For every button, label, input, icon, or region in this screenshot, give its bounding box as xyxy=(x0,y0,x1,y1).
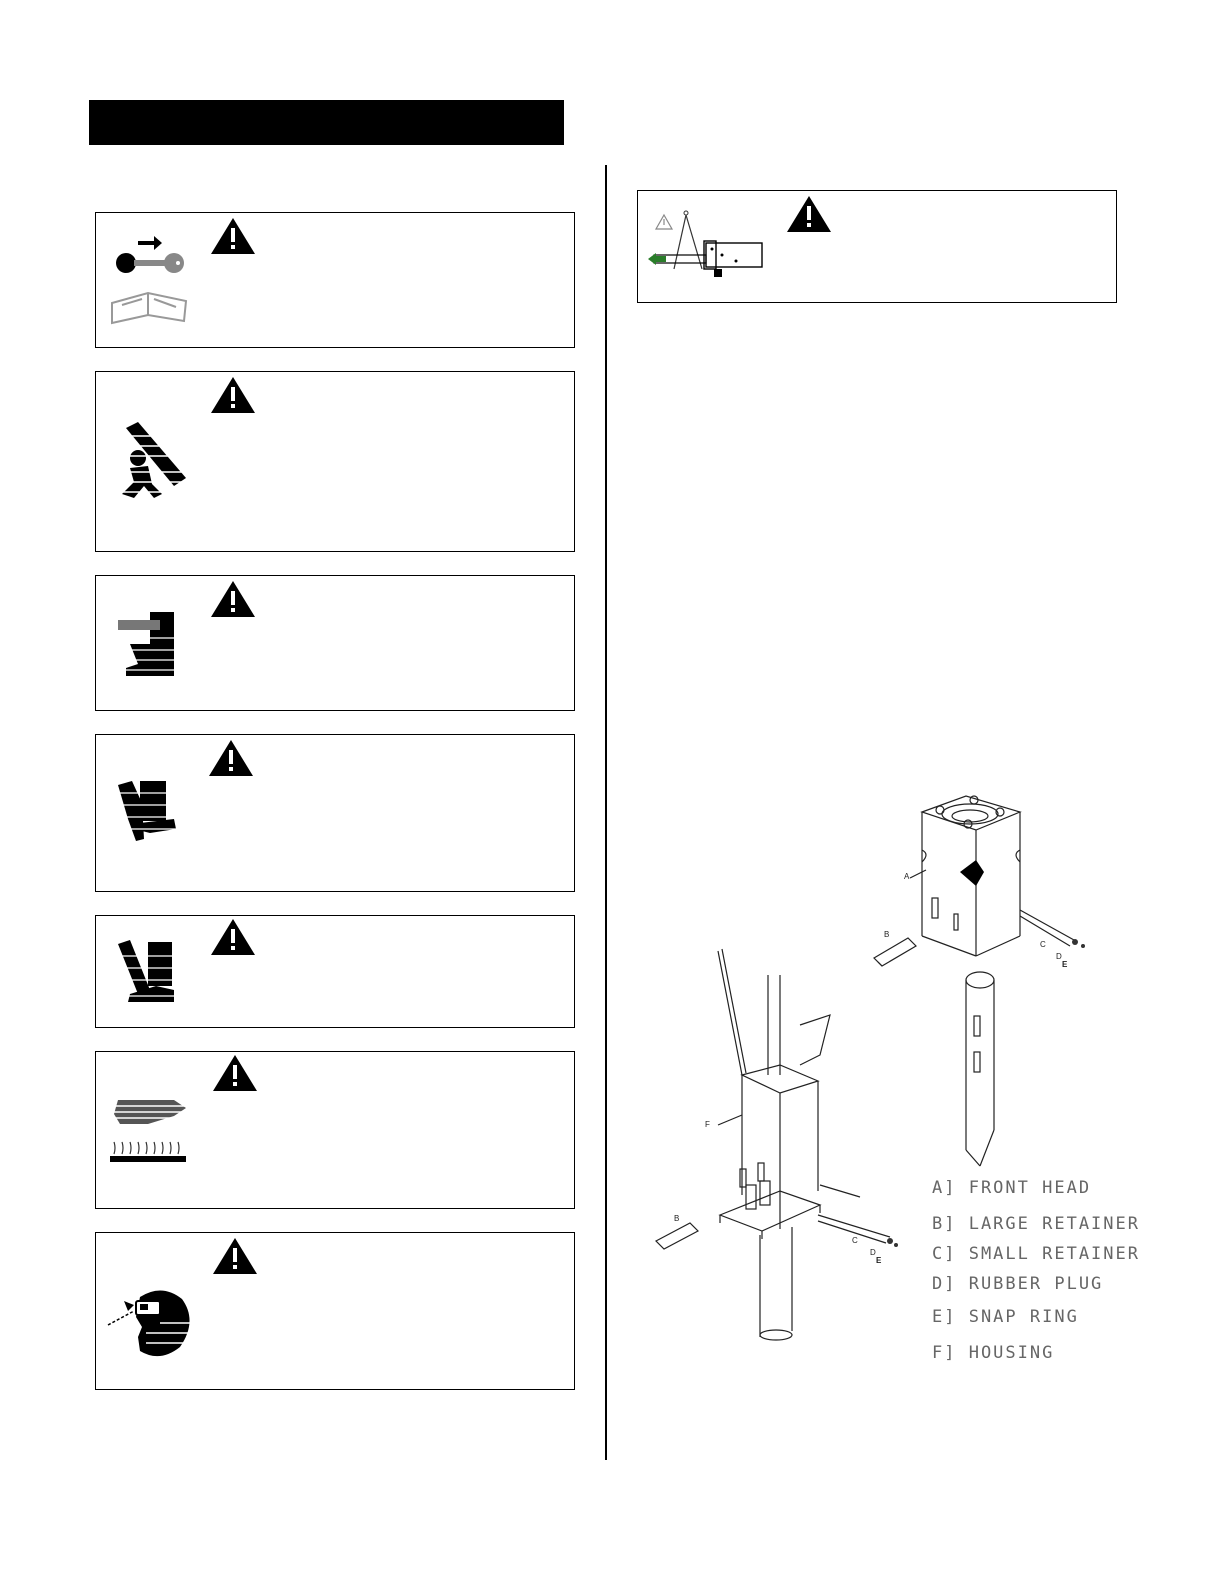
callout-b-2: B xyxy=(674,1214,680,1223)
warning-box-2 xyxy=(95,371,575,552)
tool-removal-icon xyxy=(646,205,770,285)
legend-rubber-plug: D] RUBBER PLUG xyxy=(932,1274,1104,1294)
warning-triangle-icon xyxy=(212,1054,258,1092)
warning-box-7 xyxy=(95,1232,575,1390)
warning-triangle-icon xyxy=(210,217,256,255)
callout-d-2: D xyxy=(870,1248,876,1257)
section-title-bar xyxy=(89,100,564,145)
falling-object-icon xyxy=(108,422,188,502)
callout-b: B xyxy=(884,930,890,939)
foot-crush-icon xyxy=(116,938,180,1006)
callout-f: F xyxy=(705,1120,710,1129)
legend-small-retainer: C] SMALL RETAINER xyxy=(932,1244,1140,1264)
callout-d: D xyxy=(1056,952,1062,961)
column-divider xyxy=(605,165,607,1460)
warning-box-1 xyxy=(95,212,575,348)
warning-triangle-icon xyxy=(210,376,256,414)
warning-triangle-icon xyxy=(210,580,256,618)
hot-surface-icon xyxy=(108,1096,188,1166)
warning-triangle-icon xyxy=(212,1237,258,1275)
callout-e: E xyxy=(1062,960,1068,969)
crushed-hand-icon xyxy=(116,779,180,849)
warning-triangle-icon xyxy=(208,739,254,777)
crushed-foot-icon xyxy=(116,610,180,678)
warning-box-6 xyxy=(95,1051,575,1209)
callout-c: C xyxy=(1040,940,1046,949)
warning-box-4 xyxy=(95,734,575,892)
warning-box-8 xyxy=(637,190,1117,303)
legend-snap-ring: E] SNAP RING xyxy=(932,1307,1079,1327)
eye-protection-icon xyxy=(106,1287,192,1361)
legend-large-retainer: B] LARGE RETAINER xyxy=(932,1214,1140,1234)
callout-e-2: E xyxy=(876,1256,882,1265)
warning-triangle-icon xyxy=(210,918,256,956)
warning-triangle-icon xyxy=(786,195,832,233)
key-and-manual-icon xyxy=(108,233,188,328)
callout-c-2: C xyxy=(852,1236,858,1245)
callout-a: A xyxy=(904,872,910,881)
legend-housing: F] HOUSING xyxy=(932,1343,1055,1363)
legend-front-head: A] FRONT HEAD xyxy=(932,1178,1092,1198)
warning-box-5 xyxy=(95,915,575,1028)
housing-diagram xyxy=(650,945,910,1345)
warning-box-3 xyxy=(95,575,575,711)
